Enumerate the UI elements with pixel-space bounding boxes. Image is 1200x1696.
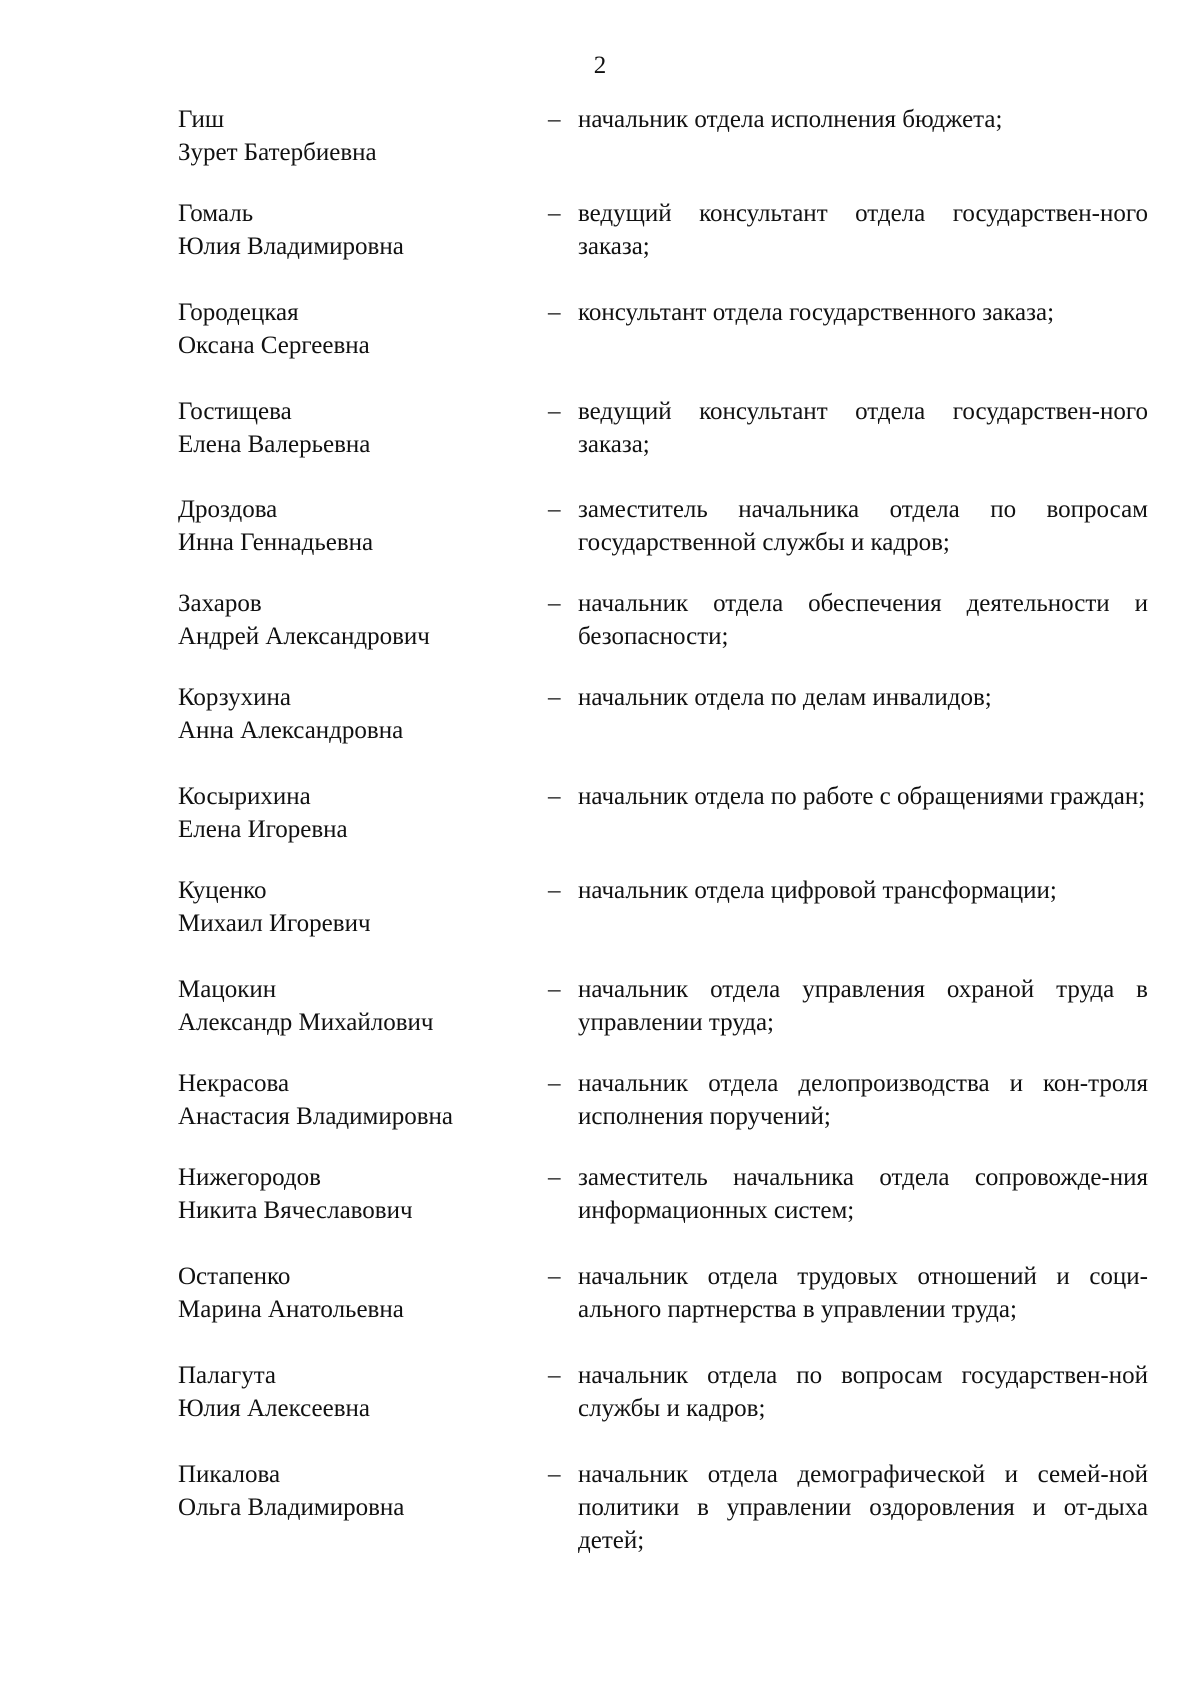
person-name (178, 874, 538, 940)
person-name (178, 681, 538, 747)
given-names: Анна Александровна (178, 717, 404, 744)
person-name (178, 780, 538, 846)
surname: Нижегородов (178, 1164, 321, 1191)
dash-separator: – (548, 496, 561, 523)
given-names: Анастасия Владимировна (178, 1103, 453, 1130)
given-names: Андрей Александрович (178, 623, 430, 650)
person-name (178, 296, 538, 362)
dash-separator: – (548, 200, 561, 227)
dash-separator: – (548, 877, 561, 904)
given-names: Оксана Сергеевна (178, 332, 370, 359)
given-names: Юлия Владимировна (178, 233, 404, 260)
job-position: начальник отдела демографической и семей-ной политики в управлении оздоровления и от-дыха детей; (578, 1461, 1148, 1554)
person-name (178, 973, 538, 1039)
surname: Дроздова (178, 496, 278, 523)
given-names: Елена Игоревна (178, 816, 348, 843)
dash-separator: – (548, 1164, 561, 1191)
person-name (178, 1458, 538, 1524)
dash-separator: – (548, 1362, 561, 1389)
person-name (178, 1067, 538, 1133)
surname: Палагута (178, 1362, 277, 1389)
surname: Гомаль (178, 200, 254, 227)
job-position: начальник отдела по работе с обращениями граждан; (578, 783, 1146, 810)
job-position: консультант отдела государственного заказа; (578, 299, 1055, 326)
job-position: начальник отдела обеспечения деятельности и безопасности; (578, 590, 1148, 650)
person-name (178, 1260, 538, 1326)
dash-separator: – (548, 976, 561, 1003)
given-names: Михаил Игоревич (178, 910, 371, 937)
job-position: начальник отдела управления охраной труда в управлении труда; (578, 976, 1148, 1036)
dash-separator: – (548, 1070, 561, 1097)
given-names: Инна Геннадьевна (178, 529, 374, 556)
given-names: Александр Михайлович (178, 1009, 434, 1036)
dash-separator: – (548, 1461, 561, 1488)
surname: Корзухина (178, 684, 291, 711)
person-name (178, 1359, 538, 1425)
dash-separator: – (548, 783, 561, 810)
person-name (178, 587, 538, 653)
surname: Остапенко (178, 1263, 291, 1290)
person-name (178, 493, 538, 559)
job-position: заместитель начальника отдела сопровожде-ния информационных систем; (578, 1164, 1148, 1224)
job-position: заместитель начальника отдела по вопросам государственной службы и кадров; (578, 496, 1148, 556)
given-names: Юлия Алексеевна (178, 1395, 370, 1422)
dash-separator: – (548, 684, 561, 711)
job-position: начальник отдела по делам инвалидов; (578, 684, 992, 711)
person-name (178, 1161, 538, 1227)
given-names: Ольга Владимировна (178, 1494, 405, 1521)
surname: Косырихина (178, 783, 311, 810)
job-position: начальник отдела цифровой трансформации; (578, 877, 1057, 904)
surname: Некрасова (178, 1070, 290, 1097)
given-names: Никита Вячеславович (178, 1197, 413, 1224)
surname: Гостищева (178, 398, 292, 425)
surname: Мацокин (178, 976, 277, 1003)
job-position: ведущий консультант отдела государствен-ного заказа; (578, 398, 1148, 458)
dash-separator: – (548, 590, 561, 617)
surname: Городецкая (178, 299, 299, 326)
person-name (178, 197, 538, 263)
surname: Захаров (178, 590, 262, 617)
page-number: 2 (593, 52, 607, 79)
given-names: Елена Валерьевна (178, 431, 371, 458)
job-position: начальник отдела по вопросам государствен-ной службы и кадров; (578, 1362, 1148, 1422)
dash-separator: – (548, 106, 561, 133)
job-position: начальник отдела исполнения бюджета; (578, 106, 1003, 133)
given-names: Марина Анатольевна (178, 1296, 404, 1323)
surname: Куценко (178, 877, 267, 904)
surname: Пикалова (178, 1461, 281, 1488)
dash-separator: – (548, 398, 561, 425)
dash-separator: – (548, 1263, 561, 1290)
given-names: Зурет Батербиевна (178, 139, 377, 166)
job-position: ведущий консультант отдела государствен-ного заказа; (578, 200, 1148, 260)
person-name (178, 103, 538, 169)
surname: Гиш (178, 106, 225, 133)
dash-separator: – (548, 299, 561, 326)
job-position: начальник отдела трудовых отношений и соци-ального партнерства в управлении труда; (578, 1263, 1148, 1323)
person-name (178, 395, 538, 461)
job-position: начальник отдела делопроизводства и кон-троля исполнения поручений; (578, 1070, 1148, 1130)
